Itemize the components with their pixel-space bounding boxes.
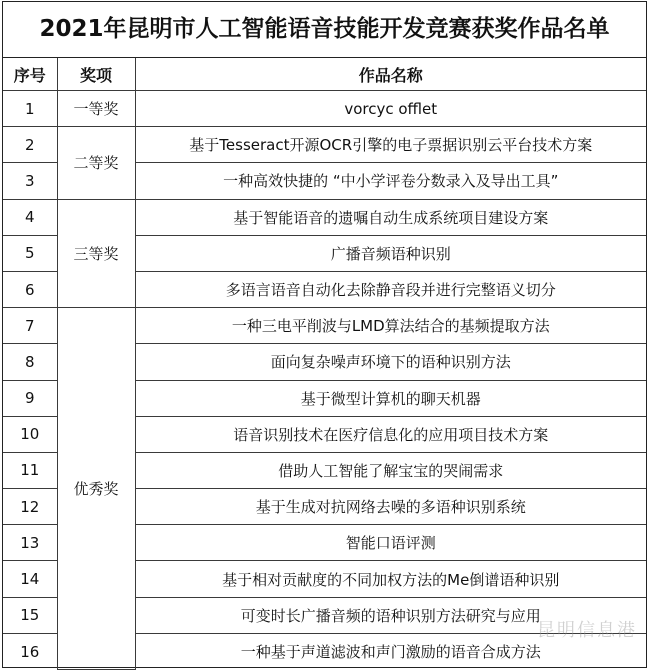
work-name: 一种三电平削波与LMD算法结合的基频提取方法: [135, 308, 646, 344]
work-name: 面向复杂噪声环境下的语种识别方法: [135, 344, 646, 380]
header-award: 奖项: [57, 58, 135, 91]
work-name: 基于微型计算机的聊天机器: [135, 380, 646, 416]
work-name: 可变时长广播音频的语种识别方法研究与应用: [135, 597, 646, 633]
row-number: 13: [3, 525, 57, 561]
work-name: 智能口语评测: [135, 525, 646, 561]
award-table: [3, 58, 646, 670]
work-name: 借助人工智能了解宝宝的哭闹需求: [135, 452, 646, 488]
row-number: 9: [3, 380, 57, 416]
table-row: [3, 91, 646, 127]
row-number: 14: [3, 561, 57, 597]
header-serial-number: 序号: [3, 58, 57, 91]
work-name: vorcyc offlet: [135, 91, 646, 127]
work-name: 广播音频语种识别: [135, 235, 646, 271]
row-number: 4: [3, 199, 57, 235]
work-name: 基于生成对抗网络去噪的多语种识别系统: [135, 489, 646, 525]
row-number: 10: [3, 416, 57, 452]
row-number: 1: [3, 91, 57, 127]
row-number: 2: [3, 127, 57, 163]
site-watermark: 昆明信息港: [537, 620, 637, 641]
work-name: 基于相对贡献度的不同加权方法的Me倒谱语种识别: [135, 561, 646, 597]
row-number: 7: [3, 308, 57, 344]
award-excellence-prize: 优秀奖: [57, 308, 135, 670]
row-number: 11: [3, 452, 57, 488]
row-number: 3: [3, 163, 57, 199]
header-work-name: 作品名称: [135, 58, 646, 91]
work-name: 一种基于声道滤波和声门激励的语音合成方法: [135, 633, 646, 669]
row-number: 15: [3, 597, 57, 633]
row-number: 5: [3, 235, 57, 271]
document-title: 2021年昆明市人工智能语音技能开发竞赛获奖作品名单: [3, 2, 646, 58]
table-row: [3, 308, 646, 344]
row-number: 6: [3, 271, 57, 307]
work-name: 语音识别技术在医疗信息化的应用项目技术方案: [135, 416, 646, 452]
work-name: 一种高效快捷的 “中小学评卷分数录入及导出工具”: [135, 163, 646, 199]
work-name: 多语言语音自动化去除静音段并进行完整语义切分: [135, 271, 646, 307]
row-number: 16: [3, 633, 57, 669]
table-row: [3, 127, 646, 163]
work-name: 基于Tesseract开源OCR引擎的电子票据识别云平台技术方案: [135, 127, 646, 163]
award-first-prize: 一等奖: [57, 91, 135, 127]
table-header-row: [3, 58, 646, 91]
award-third-prize: 三等奖: [57, 199, 135, 308]
row-number: 12: [3, 489, 57, 525]
award-second-prize: 二等奖: [57, 127, 135, 199]
work-name: 基于智能语音的遗嘱自动生成系统项目建设方案: [135, 199, 646, 235]
table-row: [3, 199, 646, 235]
award-list-document: [2, 1, 647, 668]
row-number: 8: [3, 344, 57, 380]
